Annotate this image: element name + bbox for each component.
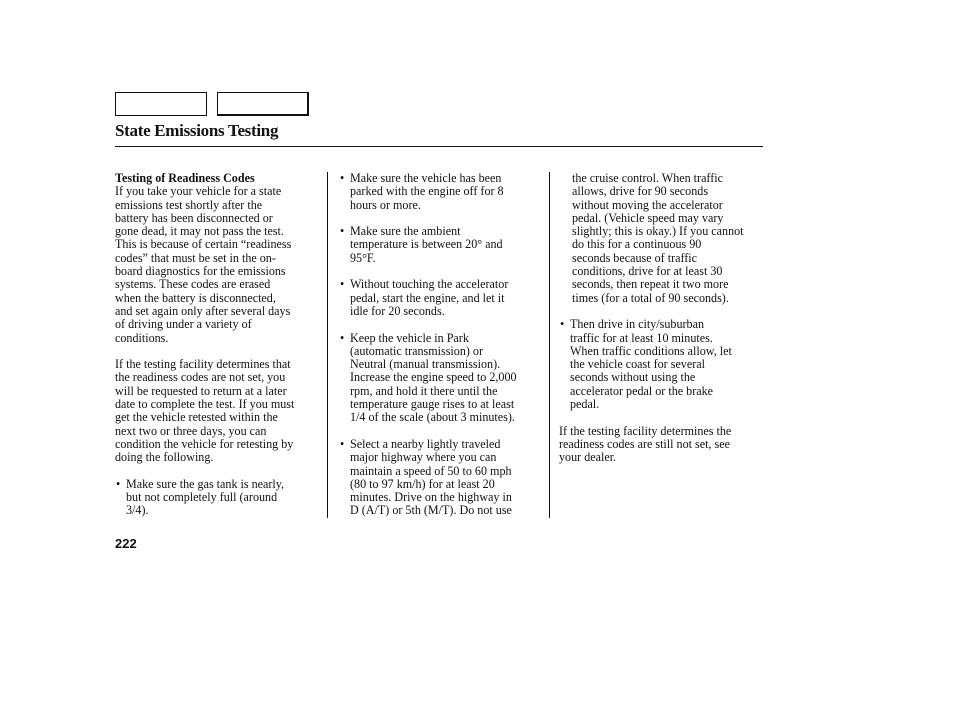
page-number: 222 bbox=[115, 536, 137, 551]
bullet-parked: • Make sure the vehicle has been parked with the engine off for 8 hours or more. bbox=[339, 172, 544, 212]
bullet-idle-engine: • Without touching the accelerator pedal, start the engine, and let it idle for 20 seconds. bbox=[339, 278, 544, 318]
column-divider bbox=[549, 172, 550, 518]
column-divider bbox=[327, 172, 328, 518]
retest-paragraph: If the testing facility determines that the readiness codes are not set, you will be requested to return at a later date to complete the test. If you must get the vehicle retested within the next two or three days, you can condition the vehicle for retesting by doing the following. bbox=[115, 357, 295, 465]
bullet-engine-speed: • Keep the vehicle in Park (automatic transmission) or Neutral (manual transmission). Increase the engine speed to 2,000 rpm, and hold it there until the temperature gauge rises to at least 1/4 of the scale (about 3 minutes). bbox=[339, 332, 544, 425]
subheading-readiness-codes: Testing of Readiness Codes bbox=[115, 171, 255, 185]
text-column-3 bbox=[559, 172, 765, 478]
intro-paragraph: If you take your vehicle for a state emissions test shortly after the battery has been disconnected or gone dead, it may not pass the test. This is because of certain “readiness codes” that must be set in the on- board diagnostics for the emissions systems. These codes are erased when the battery is disconnected, and set again only after several days of driving under a variety of conditions. bbox=[115, 184, 292, 345]
index-button[interactable] bbox=[217, 92, 309, 116]
bullet-highway-drive: • Select a nearby lightly traveled major highway where you can maintain a speed of 50 to 60 mph (80 to 97 km/h) for at least 20 minutes. Drive on the highway in D (A/T) or 5th (M/T). Do not use bbox=[339, 438, 544, 518]
bullet-gas-tank: • Make sure the gas tank is nearly, but not completely full (around 3/4). bbox=[115, 478, 322, 518]
bullet-ambient-temperature: • Make sure the ambient temperature is between 20° and 95°F. bbox=[339, 225, 544, 265]
main-menu-button[interactable] bbox=[115, 92, 207, 116]
title-divider bbox=[115, 146, 763, 147]
section-title: State Emissions Testing bbox=[115, 121, 279, 140]
text-column-2 bbox=[339, 172, 544, 531]
text-column-1 bbox=[115, 172, 322, 531]
bullet-highway-drive-continued: the cruise control. When traffic allows, drive for 90 seconds without moving the accelerator pedal. (Vehicle speed may vary slightly; this is okay.) If you cannot do this for a continuous 90 seconds because of traffic conditions, drive for at least 30 seconds, then repeat it two more times (for a total of 90 seconds). bbox=[572, 171, 744, 305]
closing-paragraph: If the testing facility determines the readiness codes are still not set, see your dealer. bbox=[559, 423, 732, 465]
bullet-city-drive: • Then drive in city/suburban traffic for at least 10 minutes. When traffic conditions allow, let the vehicle coast for several seconds without using the accelerator pedal or the brake pedal. bbox=[559, 318, 765, 411]
